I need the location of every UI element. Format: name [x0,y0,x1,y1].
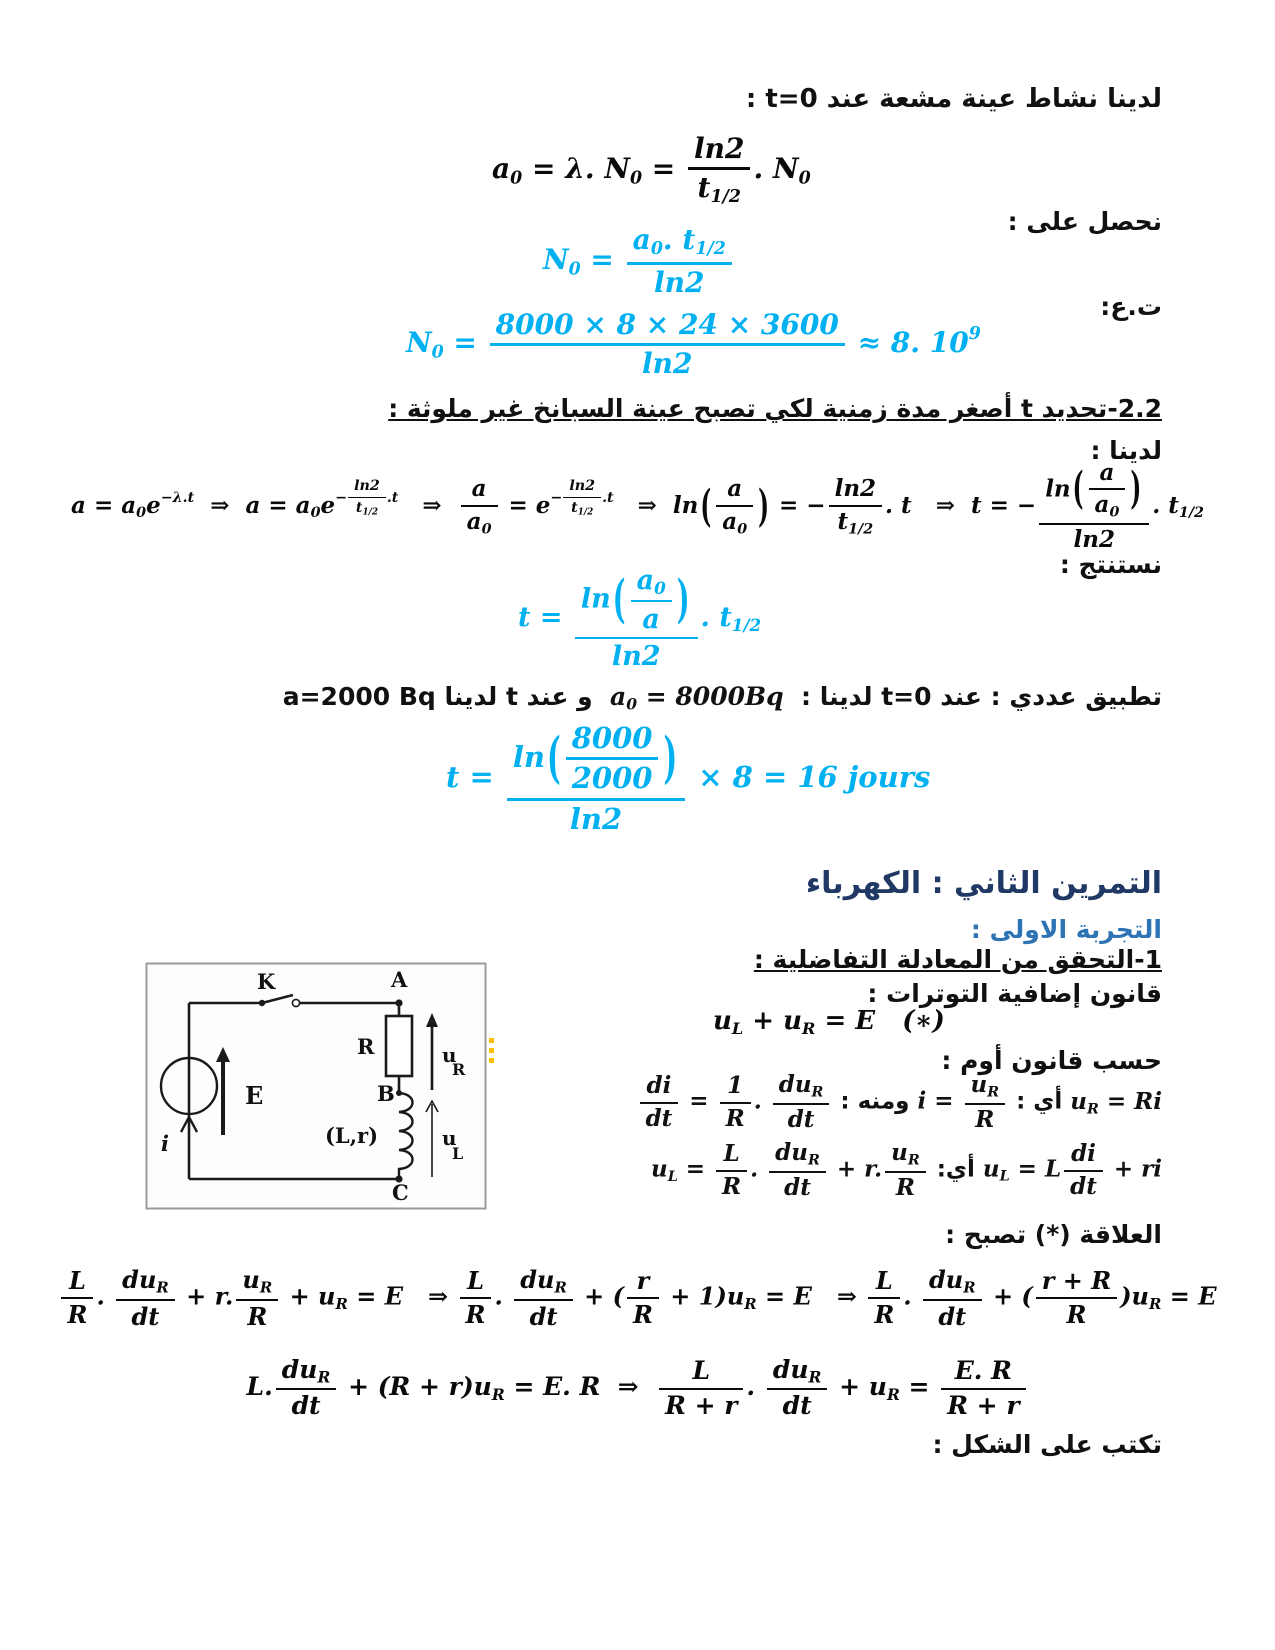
equation-chain-1: $\frac{L}{R}$ . $\frac{du_R}{dt}$ + r. $\frac{u_R}{R}$ + $u_R = E$ ⇒ $\frac{L}{R}$ . $\frac{du_R}{dt}$ + ( $\frac{r}{R}$ + $1)u_R = E$ ⇒ $\frac{L}{R}$ . $\frac{du_R}{dt}$ + ( $\frac{r + R}{R}$ )$u_R = E$ [30,1266,1245,1330]
heading-1-differential: 1-التحقق من المعادلة التفاضلية : [753,945,1162,974]
ohm-law-line: حسب قانون أوم : [941,1046,1162,1075]
written-as-line: تكتب على الشكل : [932,1430,1162,1459]
intro-line: لدينا نشاط عينة مشعة عند t=0 : [745,84,1162,114]
label-coil: (L,r) [325,1123,379,1148]
label-ur-u: u [442,1043,457,1067]
ul-derivation-line: $u_L = L$ $\frac{di}{dt}$ + ri أي: $u_L$ = $\frac{L}{R}$ . $\frac{du_R}{dt}$ + r. $\frac{u_R}{R}$ [650,1139,1162,1201]
label-node-a: A [391,967,408,992]
circuit-diagram [145,962,487,1210]
ohm-derivation-line: $u_R = Ri$ أي : i = $\frac{u_R}{R}$ ومنه : $\frac{di}{dt}$ = $\frac{1}{R}$ . $\frac{du_R}{dt}$ [637,1072,1162,1133]
exercise-2-title: التمرين الثاني : الكهرباء [805,866,1162,901]
label-emf: E [245,1081,264,1110]
label-ul-sub: L [452,1144,464,1163]
circuit-figure [145,962,487,1215]
equation-star: $u_L + u_R = E$ (∗) [713,1006,945,1038]
we-conclude-line: نستنتج : [1059,550,1162,579]
label-resistor: R [357,1034,375,1059]
equation-n0-numeric: $N_0$ = $\frac{8000 \times 8 \times 24 \times 3600}{\ln 2}$ ≈ 8. $10^9$ [406,308,981,381]
yellow-dash-artifact [489,1038,494,1066]
label-ur-sub: R [452,1060,466,1079]
label-switch: K [257,969,276,994]
resistor-symbol [386,1016,412,1076]
heading-2-2: 2.2-تحديد t أصغر مدة زمنية لكي تصبح عينة السبانخ غير ملوثة : [388,394,1162,423]
label-current: i [161,1131,169,1156]
equation-chain-2: L. $\frac{du_R}{dt}$ + $(R + r)u_R = E$. R ⇒ $\frac{L}{R + r}$ . $\frac{du_R}{dt}$ + $u_R$ = $\frac{E. R}{R + r}$ [30,1356,1245,1421]
equation-a0: $a_0 = \lambda$. $N_0$ = $\frac{\ln 2}{t_{1/2}}$ . $N_0$ [492,132,811,208]
numeric-application-line: تطبيق عددي : عند t=0 لدينا : $a_0 = 8000Bq$ و عند t لدينا a=2000 Bq [282,682,1162,714]
label-node-c: C [392,1180,409,1205]
equation-t: t = ln( $\frac{a_0}{a}$ ) ln2 . $t_{1/2}$ [518,565,762,673]
node-a-dot [395,999,402,1006]
label-ul-u: u [442,1126,457,1150]
switch-pole-dot [259,1000,265,1006]
equation-decay-chain: $a = a_0e^{-\lambda.t}$ ⇒ $a = a_0e^{- \frac{\ln 2}{t_{1/2}} .t}$ ⇒ $\frac{a}{a_0}$ = $e^{- \frac{\ln 2}{t_{1/2}} .t}$ ⇒ ln( $\frac{a}{a_0}$ ) = − $\frac{\ln 2}{t_{1/2}}$ . t ⇒ t = − ln( $\frac{a}{a_0}$ ) ln2 . $t_{1/2}$ [71,459,1204,554]
experiment-1-subtitle: التجربة الاولى : [970,915,1162,944]
numerical-application-abbrev: ت.ع: [1100,292,1162,321]
circuit-frame [147,964,486,1209]
voltage-law-line: قانون إضافية التوترات : [867,979,1162,1008]
relation-becomes-line: العلاقة (*) تصبح : [945,1220,1162,1249]
label-node-b: B [377,1081,395,1106]
switch-contact-dot [292,999,299,1006]
we-get-line: نحصل على : [1007,207,1162,236]
equation-n0: $N_0$ = $\frac{a_0. t_{1/2}}{\ln 2}$ [543,224,735,299]
equation-t-numeric: t = ln( $\frac{8000}{2000}$ ) ln2 × 8 = 16 jours [446,721,931,836]
we-have-line: لدينا : [1090,436,1162,465]
